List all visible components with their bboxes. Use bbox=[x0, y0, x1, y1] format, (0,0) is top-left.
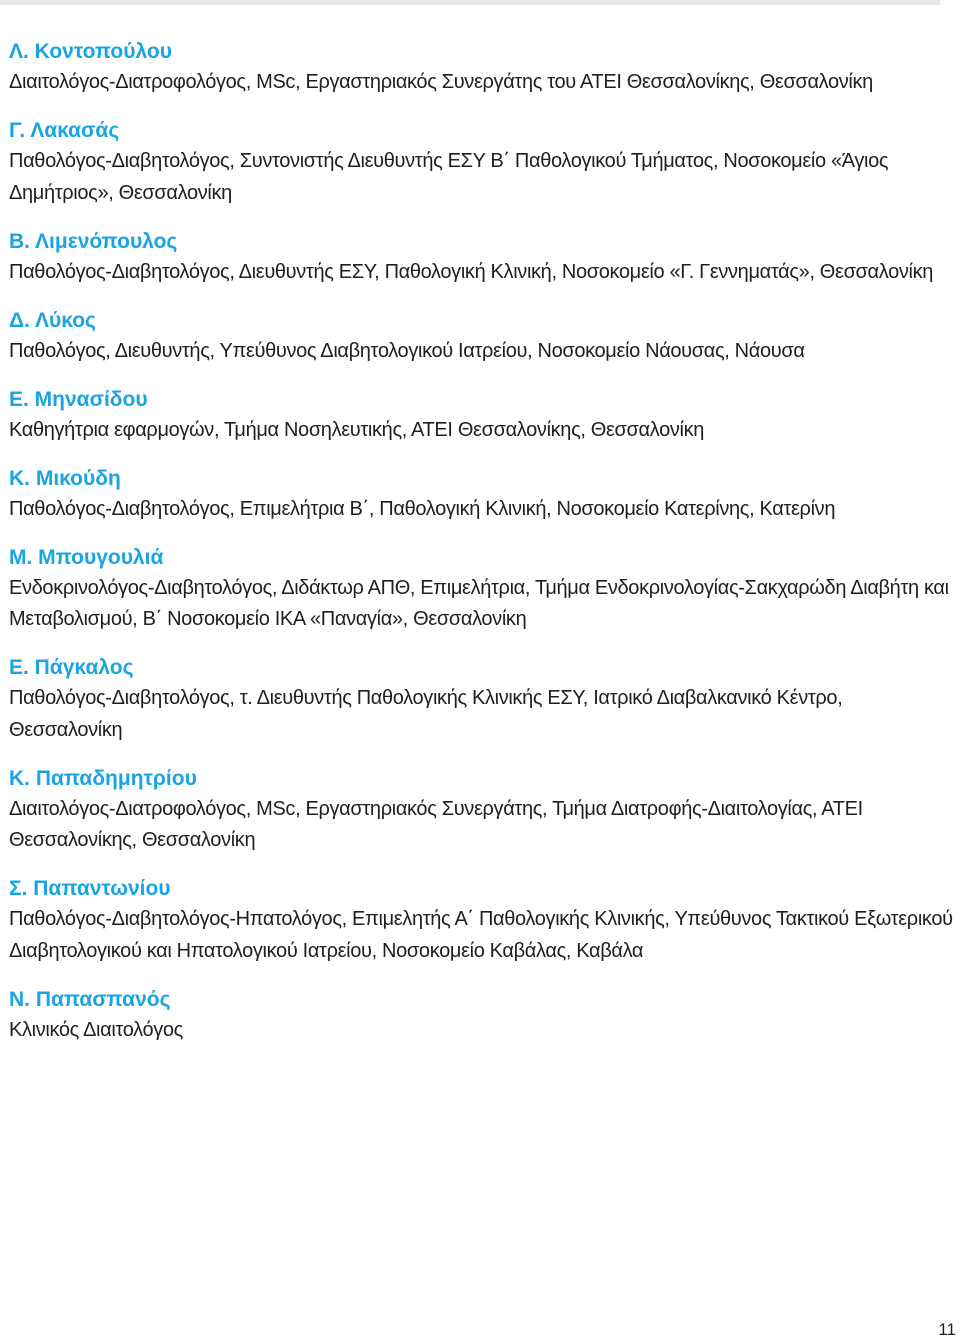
contributor-entry bbox=[9, 226, 954, 289]
contributor-name: Ν. Παπασπανός bbox=[9, 987, 171, 1011]
contributor-description: Ενδοκρινολόγος-Διαβητολόγος, Διδάκτωρ ΑΠΘ, Επιμελήτρια, Τμήμα Ενδοκρινολογίας-Σακχαρώδη Διαβήτη και Μεταβολισμού, Β΄ Νοσοκομείο ΙΚΑ «Παναγία», Θεσσαλονίκη bbox=[9, 576, 949, 630]
contributor-description: Κλινικός Διαιτολόγος bbox=[9, 1018, 183, 1041]
contributor-name: Μ. Μπουγουλιά bbox=[9, 545, 164, 569]
contributor-entry bbox=[9, 36, 954, 99]
contributor-description: Παθολόγος-Διαβητολόγος-Ηπατολόγος, Επιμελητής Α΄ Παθολογικής Κλινικής, Υπεύθυνος Τακτικού Εξωτερικού Διαβητολογικού και Ηπατολογικού Ιατρείου, Νοσοκομείο Καβάλας, Καβάλα bbox=[9, 908, 953, 962]
contributor-name: Λ. Κοντοπούλου bbox=[9, 40, 172, 63]
contributor-description: Παθολόγος-Διαβητολόγος, Συντονιστής Διευθυντής ΕΣΥ Β΄ Παθολογικού Τμήματος, Νοσοκομείο «Άγιος Δημήτριος», Θεσσαλονίκη bbox=[9, 150, 889, 204]
contributor-name: Ε. Μηνασίδου bbox=[9, 387, 148, 411]
contributor-entry bbox=[9, 873, 954, 967]
contributor-name: Σ. Παπαντωνίου bbox=[9, 877, 171, 900]
contributor-description: Καθηγήτρια εφαρμογών, Τμήμα Νοσηλευτικής, ΑΤΕΙ Θεσσαλονίκης, Θεσσαλονίκη bbox=[9, 418, 705, 441]
contributor-name: Κ. Παπαδημητρίου bbox=[9, 766, 197, 790]
contributor-description: Διαιτολόγος-Διατροφολόγος, MSc, Εργαστηριακός Συνεργάτης του ΑΤΕΙ Θεσσαλονίκης, Θεσσαλονίκη bbox=[9, 71, 873, 93]
contributor-entry bbox=[9, 763, 954, 857]
contributor-description: Διαιτολόγος-Διατροφολόγος, MSc, Εργαστηριακός Συνεργάτης, Τμήμα Διατροφής-Διαιτολογίας, ΑΤΕΙ Θεσσαλονίκης, Θεσσαλονίκη bbox=[9, 797, 863, 851]
contributor-name: Β. Λιμενόπουλος bbox=[9, 229, 178, 253]
contributor-name: Δ. Λύκος bbox=[9, 308, 96, 332]
contributor-entry bbox=[9, 652, 954, 746]
page-number: 11 bbox=[938, 1320, 956, 1339]
contributor-description: Παθολόγος-Διαβητολόγος, Επιμελήτρια Β΄, Παθολογική Κλινική, Νοσοκομείο Κατερίνης, Κατερίνη bbox=[9, 497, 836, 520]
contributor-description: Παθολόγος-Διαβητολόγος, τ. Διευθυντής Παθολογικής Κλινικής ΕΣΥ, Ιατρικό Διαβαλκανικό Κέντρο, Θεσσαλονίκη bbox=[9, 687, 843, 741]
contributor-entry bbox=[9, 115, 954, 209]
contributor-description: Παθολόγος, Διευθυντής, Υπεύθυνος Διαβητολογικού Ιατρείου, Νοσοκομείο Νάουσας, Νάουσα bbox=[9, 339, 805, 362]
contributor-entry bbox=[9, 305, 954, 368]
contributor-entry bbox=[9, 384, 954, 447]
contributor-entry bbox=[9, 984, 954, 1047]
contributor-entry bbox=[9, 542, 954, 636]
contributor-name: Γ. Λακασάς bbox=[9, 119, 120, 142]
contributor-description: Παθολόγος-Διαβητολόγος, Διευθυντής ΕΣΥ, Παθολογική Κλινική, Νοσοκομείο «Γ. Γεννηματάς», Θεσσαλονίκη bbox=[9, 260, 934, 283]
contributor-entry bbox=[9, 463, 954, 526]
contributor-name: Ε. Πάγκαλος bbox=[9, 656, 134, 679]
contributor-list bbox=[9, 36, 954, 1063]
top-divider bbox=[0, 0, 940, 5]
contributor-name: Κ. Μικούδη bbox=[9, 466, 121, 490]
